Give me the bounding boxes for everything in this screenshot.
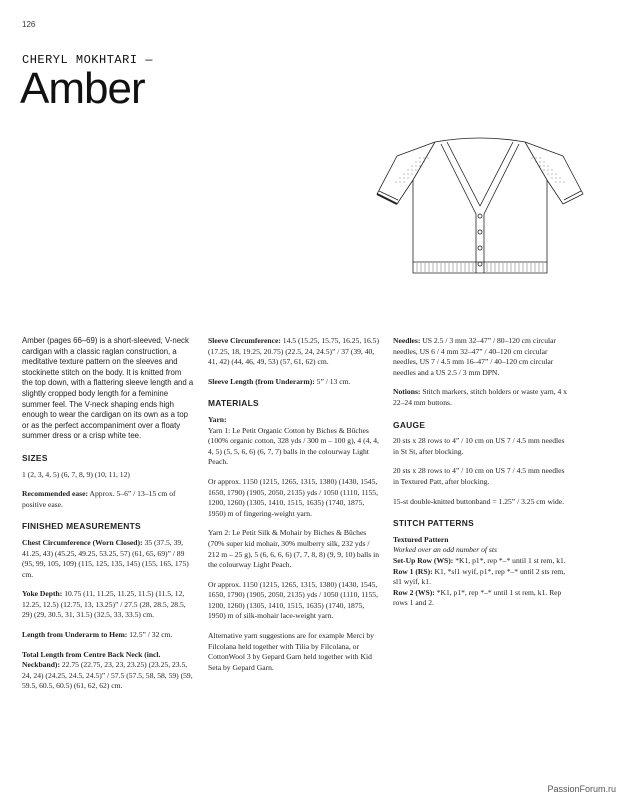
gauge-1: 20 sts x 28 rows to 4” / 10 cm on US 7 / 4.5 mm needles in St St, after blocking. xyxy=(393,436,565,456)
gauge-3: 15-st double-knitted buttonband = 1.25” / 3.25 cm wide. xyxy=(393,496,565,506)
sizes-heading: SIZES xyxy=(22,452,48,463)
yarn-2-approx: Or approx. 1150 (1215, 1265, 1315, 1380) (1430, 1545, 1650, 1790) (1905, 2050, 2135) yds / 1050 (1110, 1155, 1200, 1260) (1305, 1410, 1515, 1635) (1740, 1875, 1950) m of silk-mohair lace-weight yarn. xyxy=(208,579,379,621)
chest-label: Chest Circumference (Worn Closed): xyxy=(22,537,143,547)
materials-heading: MATERIALS xyxy=(208,398,259,409)
finished-measurements-heading: FINISHED MEASUREMENTS xyxy=(22,521,141,532)
notions xyxy=(393,387,568,408)
recommended-ease xyxy=(22,489,194,510)
length-text: 12.5” / 32 cm. xyxy=(127,630,173,640)
ease-text: Approx. 5–6” / 13–15 cm of positive ease. xyxy=(22,489,176,509)
length-label: Length from Underarm to Hem: xyxy=(22,630,128,640)
column-3 xyxy=(393,336,568,609)
row2-text: *K1, p1*, rep *–* until 1 st rem, k1. Rep rows 1 and 2. xyxy=(393,587,562,608)
total-label: Total Length from Centre Back Neck (incl. Neckband): xyxy=(22,649,161,670)
yarn-1-approx: Or approx. 1150 (1215, 1265, 1315, 1380) (1430, 1545, 1650, 1790) (1905, 2050, 2135) yds / 1050 (1110, 1155, 1200, 1260) (1305, 1410, 1515, 1635) (1740, 1875, 1950) m of fingering-weight yarn. xyxy=(208,476,379,518)
length-underarm xyxy=(22,630,194,641)
row1-label: Row 1 (RS): xyxy=(393,566,433,576)
yarn-2: Yarn 2: Le Petit Silk & Mohair by Biches & Bûches (70% super kid mohair, 30% mulberry silk, 232 yds / 212 m – 25 g), 5 (6, 6, 6, 6) (7, 7, 8, 8) (9, 9, 10) balls in the colourway Light Peach. xyxy=(208,528,380,570)
gauge-2: 20 sts x 28 rows to 4” / 10 cm on US 7 / 4.5 mm needles in Textured Patt, after blocking. xyxy=(393,466,565,486)
needles xyxy=(393,336,568,378)
yoke-label: Yoke Depth: xyxy=(22,589,63,599)
total-text: 22.75 (22.75, 23, 23, 23.25) (23.25, 23.5, 24, 24) (24.25, 24.5, 24.5)” / 57.5 (57.5, 58, 58, 59) (59, 59.5, 60.5, 60.5) (61, 62, 62) cm. xyxy=(22,660,193,691)
setup-label: Set-Up Row (WS): xyxy=(393,555,454,565)
yoke-text: 10.75 (11, 11.25, 11.25, 11.5) (11.5, 12, 12.25, 12.5) (12.75, 13, 13.25)” / 27.5 (28, 28.5, 28.5, 29) (29, 30.5, 31, 31.5) (32.5, 33, 33.5) cm. xyxy=(22,589,186,620)
cardigan-schematic-illustration xyxy=(375,128,585,283)
row-1 xyxy=(393,567,568,588)
alternative-yarns: Alternative yarn suggestions are for example Merci by Filcolana held together with Tilia by Filcolana, or CottonWool 3 by Gepard Garn held together with Kid Seta by Gepard Garn. xyxy=(208,631,374,672)
stitch-patterns-heading: STITCH PATTERNS xyxy=(393,518,474,529)
textured-pattern-sub: Worked over an odd number of sts xyxy=(393,545,497,555)
ease-label: Recommended ease: xyxy=(22,489,89,499)
setup-row xyxy=(393,556,568,567)
sleeve-length xyxy=(208,377,382,388)
notions-text: Stitch markers, stitch holders or waste yarn, 4 x 22–24 mm buttons. xyxy=(393,387,568,407)
chest-circumference xyxy=(22,538,194,580)
sizes-values: 1 (2, 3, 4, 5) (6, 7, 8, 9) (10, 11, 12) xyxy=(22,469,130,479)
chest-text: 35 (37.5, 39, 41.25, 43) (45.25, 49.25, 53.25, 57) (61, 65, 69)” / 89 (95, 99, 105, 109) (115, 125, 135, 145) (155, 165, 175) cm. xyxy=(22,537,189,579)
needles-text: US 2.5 / 3 mm 32–47” / 80–120 cm circular needles, US 6 / 4 mm 32–47” / 40–120 cm circular needles, US 7 / 4.5 mm 16–47” / 40–120 cm circular needles and a US 2.5 / 3 mm DPN. xyxy=(393,336,557,377)
total-length xyxy=(22,650,194,692)
yarn-label: Yarn: xyxy=(208,414,227,424)
yarn-1: Yarn 1: Le Petit Organic Cotton by Biches & Bûches (100% organic cotton, 328 yds / 300 m – 100 g), 4 (4, 4, 4, 5) (5, 5, 6, 6) (6, 7, 7) balls in the colourway Light Peach. xyxy=(208,425,379,467)
setup-text: *K1, p1*, rep *–* until 1 st rem, k1. xyxy=(453,555,566,565)
sleeve-circumference xyxy=(208,336,382,368)
notions-label: Notions: xyxy=(393,387,421,397)
gauge-heading: GAUGE xyxy=(393,419,426,430)
sleeve-circ-label: Sleeve Circumference: xyxy=(208,336,281,345)
row-2 xyxy=(393,588,568,609)
sleeve-len-label: Sleeve Length (from Underarm): xyxy=(208,376,315,386)
row2-label: Row 2 (WS): xyxy=(393,587,435,597)
page-number: 126 xyxy=(22,20,36,29)
textured-pattern-label: Textured Pattern xyxy=(393,534,449,544)
column-1 xyxy=(22,336,194,701)
designer-name: CHERYL MOKHTARI — xyxy=(22,53,153,67)
needles-label: Needles: xyxy=(393,336,421,345)
watermark-footer: PassionForum.ru xyxy=(547,784,616,794)
row1-text: K1, *sl1 wyif, p1*, rep *–* until 2 sts rem, sl1 wyif, k1. xyxy=(393,566,566,587)
intro-paragraph: Amber (pages 66–69) is a short-sleeved, V-neck cardigan with a classic raglan construction, a meditative texture pattern on the sleeves and stockinette stitch on the body. It is knitted from the top down, with a flattering sleeve length and a slightly cropped body length for a feminine summer feel. The V-neck shaping ends high enough to wear the cardigan on its own as a top or as the perfect accompaniment over a floaty summer dress or a crisp white tee. xyxy=(22,336,194,441)
yoke-depth xyxy=(22,589,194,621)
sleeve-circ-text: 14.5 (15.25, 15.75, 16.25, 16.5) (17.25, 18, 19.25, 20.75) (22.5, 24, 24.5)” / 37 (39, 40, 41, 42) (44, 46, 49, 53) (57, 61, 62) cm. xyxy=(208,336,379,367)
sleeve-len-text: 5” / 13 cm. xyxy=(314,376,351,386)
column-2 xyxy=(208,336,382,682)
page-title: Amber xyxy=(20,64,145,113)
